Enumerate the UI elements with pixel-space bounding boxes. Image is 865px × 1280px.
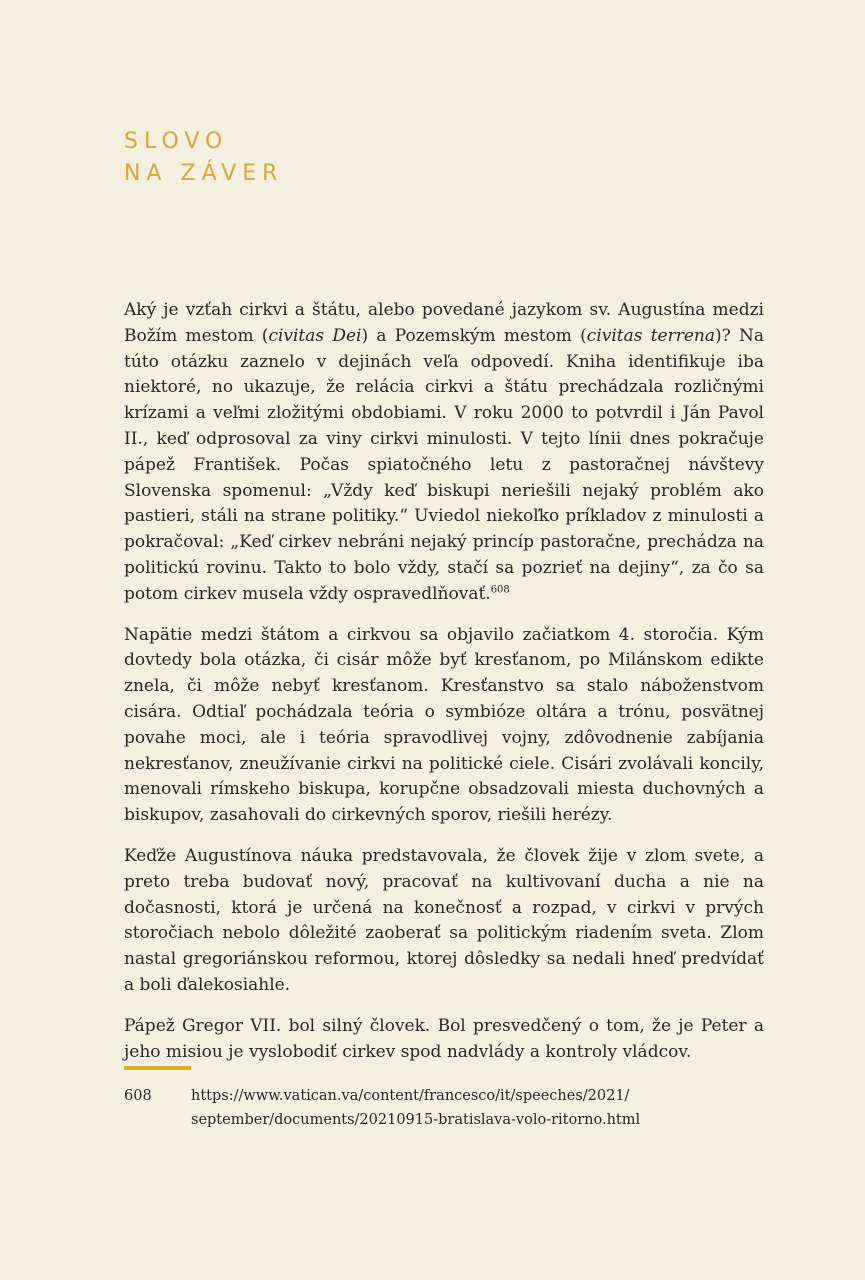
footnote-line-2: september/documents/20210915-bratislava-volo-ritorno.html [191,1112,641,1128]
latin-term-civitas-dei: civitas Dei [268,325,362,346]
chapter-heading [124,126,283,190]
paragraph-1 [124,298,764,608]
heading-line-1: SLOVO [124,129,229,154]
paragraph-4: Pápež Gregor VII. bol silný človek. Bol presvedčený o tom, že je Peter a jeho misiou je vyslobodiť cirkev spod nadvlády a kontroly vládcov. [124,1015,764,1062]
paragraph-1-part-1: Aký je vzťah cirkvi a štátu, alebo povedané jazykom sv. Augustína medzi Božím mestom ( [124,300,764,346]
paragraph-1-part-3: ) a Pozemským mestom ( [361,325,587,346]
body-text [124,298,764,1080]
footnote-line-1: https://www.vatican.va/content/francesco/it/speeches/2021/ [191,1088,630,1104]
paragraph-1-part-5: )? Na túto otázku zaznelo v dejinách veľa odpovedí. Kniha identifikuje iba niektoré, no ukazuje, že relácia cirkvi a štátu prechádzala rozličnými krízami a veľmi zložitými obdobiami. V roku 2000 to potvrdil i Ján Pavol II., keď odprosoval za viny cirkvi minulosti. V tejto línii dnes pokračuje pápež František. Počas spiatočného letu z pastoračnej návštevy Slovenska spomenul: „Vždy keď biskupi neriešili nejaký problém ako pastieri, stáli na strane politiky.“ Uviedol niekoľko príkladov z minulosti a pokračoval: „Keď cirkev nebráni nejaký princíp pastoračne, prechádza na politickú rovinu. Takto to bolo vždy, stačí sa pozrieť na dejiny“, za čo sa potom cirkev musela vždy ospravedlňovať. [124,325,765,604]
footnote-link[interactable] [191,1084,640,1132]
paragraph-3: Keďže Augustínova náuka predstavovala, že človek žije v zlom svete, a preto treba budovať nový, pracovať na kultivovaní ducha a nie na dočasnosti, ktorá je určená na konečnosť a rozpad, v cirkvi v prvých storočiach nebolo dôležité zaoberať sa politickým riadením sveta. Zlom nastal gregoriánskou reformou, ktorej dôsledky sa nedali hneď predvídať a boli ďalekosiahle. [124,845,764,995]
footnote-divider [124,1066,191,1070]
latin-term-civitas-terrena: civitas terrena [586,325,716,346]
footnote-number: 608 [124,1088,152,1104]
heading-line-2: NA ZÁVER [124,161,284,186]
footnote-reference: 608 [490,584,510,596]
paragraph-2: Napätie medzi štátom a cirkvou sa objavilo začiatkom 4. storočia. Kým dovtedy bola otázka, či cisár môže byť kresťanom, po Milánskom edikte znela, či môže nebyť kresťanom. Kresťanstvo sa stalo náboženstvom cisára. Odtiaľ pochádzala teória o symbióze oltára a trónu, posvätnej povahe moci, ale i teória spravodlivej vojny, zdôvodnenie zabíjania nekresťanov, zneužívanie cirkvi na politické ciele. Cisári zvolávali koncily, menovali rímskeho biskupa, korupčne obsadzovali miesta duchovných a biskupov, zasahovali do cirkevných sporov, riešili herézy. [124,624,764,826]
